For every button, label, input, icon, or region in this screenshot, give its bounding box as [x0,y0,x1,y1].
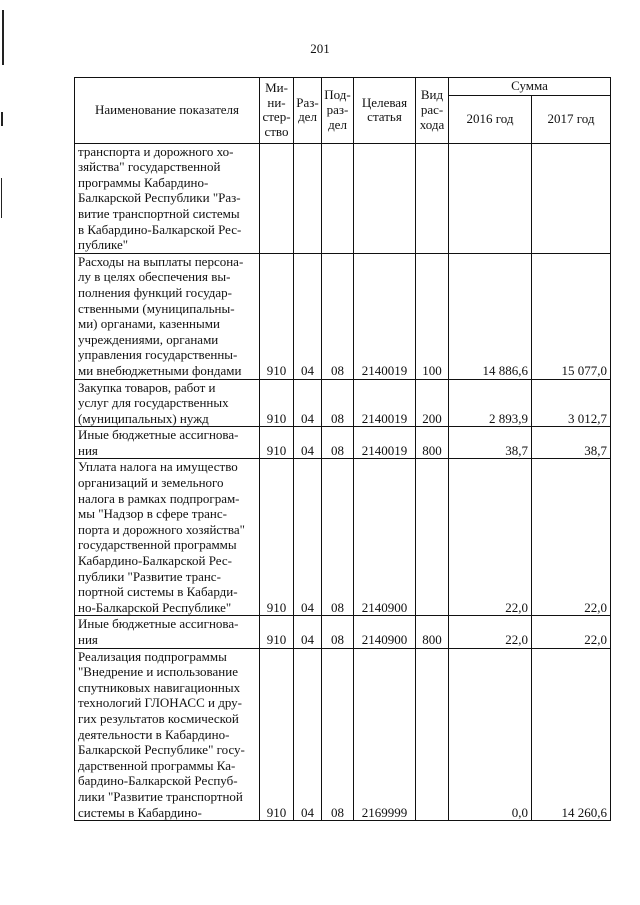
row-name: Иные бюджетные ассигнова- ния [75,427,260,459]
row-section: 04 [294,648,322,821]
scan-margin-marks [0,0,14,905]
row-sum-2017: 22,0 [532,459,611,616]
header-name: Наименование показателя [75,78,260,144]
row-target: 2140900 [354,459,416,616]
row-target: 2140019 [354,379,416,427]
row-sum-2016: 22,0 [449,459,532,616]
row-expense-type: 800 [416,616,449,648]
row-subsection: 08 [322,253,354,379]
row-expense-type: 200 [416,379,449,427]
row-ministry: 910 [260,253,294,379]
row-subsection: 08 [322,427,354,459]
table-row [75,427,611,459]
header-ministry: Ми- ни- стер- ство [260,78,294,144]
row-sum-2017 [532,143,611,253]
row-section: 04 [294,427,322,459]
table-row [75,648,611,821]
row-sum-2016: 22,0 [449,616,532,648]
table-row [75,143,611,253]
row-ministry: 910 [260,459,294,616]
row-subsection: 08 [322,616,354,648]
table-row [75,379,611,427]
row-sum-2016: 2 893,9 [449,379,532,427]
row-target: 2169999 [354,648,416,821]
row-sum-2016 [449,143,532,253]
row-target: 2140019 [354,253,416,379]
row-expense-type [416,143,449,253]
row-subsection [322,143,354,253]
table-row [75,459,611,616]
row-section: 04 [294,616,322,648]
row-ministry: 910 [260,427,294,459]
row-name: Реализация подпрограммы "Внедрение и использование спутниковых навигационных технологий ГЛОНАСС и дру- гих результатов космической деятельности в Кабардино- Балкарской Республике" госу- дарственной программы Ка- бардино-Балкарской Респуб- лики "Развитие транспортной системы в Кабардино- [75,648,260,821]
table-row [75,616,611,648]
header-year-2017: 2017 год [532,95,611,143]
row-name: Расходы на выплаты персона- лу в целях обеспечения вы- полнения функций государ- ственными (муниципальны- ми) органами, казенными учреждениями, органами управления государственны- ми внебюджетными фондами [75,253,260,379]
row-expense-type: 800 [416,427,449,459]
row-subsection: 08 [322,648,354,821]
row-expense-type [416,459,449,616]
row-name: Закупка товаров, работ и услуг для государственных (муниципальных) нужд [75,379,260,427]
header-sum: Сумма [449,78,611,96]
row-sum-2016: 0,0 [449,648,532,821]
row-sum-2017: 38,7 [532,427,611,459]
row-sum-2017: 14 260,6 [532,648,611,821]
row-target [354,143,416,253]
header-section: Раз- дел [294,78,322,144]
table-row [75,253,611,379]
row-target: 2140019 [354,427,416,459]
row-sum-2017: 22,0 [532,616,611,648]
row-name: Иные бюджетные ассигнова- ния [75,616,260,648]
row-section: 04 [294,253,322,379]
row-sum-2017: 3 012,7 [532,379,611,427]
budget-table [74,77,611,821]
header-expense-type: Вид рас- хода [416,78,449,144]
row-expense-type [416,648,449,821]
header-subsection: Под- раз- дел [322,78,354,144]
row-name: Уплата налога на имущество организаций и земельного налога в рамках подпрограм- мы "Надзор в сфере транс- порта и дорожного хозяйства" государственной программы Кабардино-Балкарской Рес- публики "Развитие транс- портной системы в Кабарди- но-Балкарской Республике" [75,459,260,616]
row-subsection: 08 [322,459,354,616]
header-target: Целевая статья [354,78,416,144]
header-year-2016: 2016 год [449,95,532,143]
page-number: 201 [310,41,330,56]
row-target: 2140900 [354,616,416,648]
row-section: 04 [294,459,322,616]
row-expense-type: 100 [416,253,449,379]
row-sum-2016: 14 886,6 [449,253,532,379]
row-ministry: 910 [260,379,294,427]
row-ministry: 910 [260,648,294,821]
row-section [294,143,322,253]
row-sum-2016: 38,7 [449,427,532,459]
row-subsection: 08 [322,379,354,427]
row-name: транспорта и дорожного хо- зяйства" государственной программы Кабардино- Балкарской Республики "Раз- витие транспортной системы в Кабардино-Балкарской Рес- публике" [75,143,260,253]
row-ministry [260,143,294,253]
row-sum-2017: 15 077,0 [532,253,611,379]
row-section: 04 [294,379,322,427]
row-ministry: 910 [260,616,294,648]
